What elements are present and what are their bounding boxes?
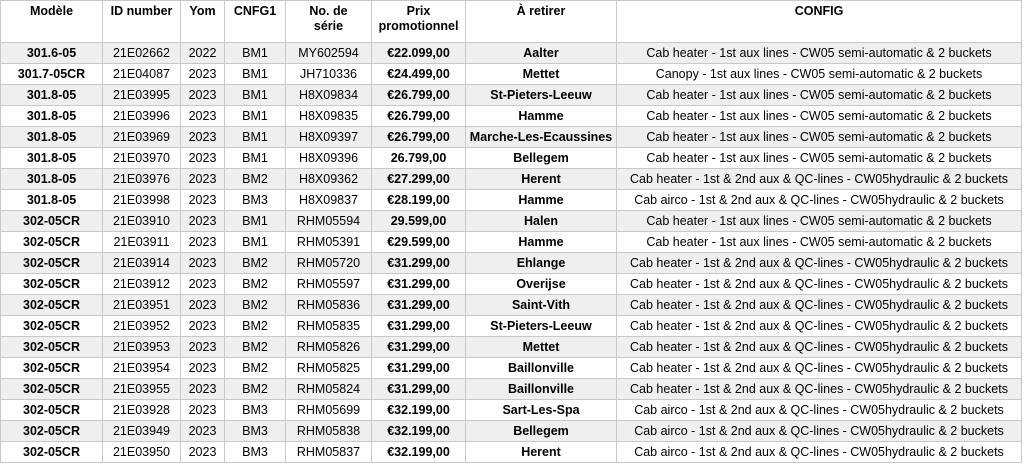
- cell-id-number: 21E02662: [103, 43, 181, 64]
- cell-id-number: 21E03955: [103, 379, 181, 400]
- header-serie: [286, 1, 372, 43]
- cell-modele: 302-05CR: [1, 358, 103, 379]
- cell-retirer: Hamme: [466, 232, 617, 253]
- cell-modele: 301.8-05: [1, 190, 103, 211]
- cell-modele: 302-05CR: [1, 442, 103, 463]
- table-row: [1, 43, 1022, 64]
- cell-prix: €32.199,00: [372, 400, 466, 421]
- table-row: [1, 379, 1022, 400]
- cell-id-number: 21E03912: [103, 274, 181, 295]
- cell-retirer: St-Pieters-Leeuw: [466, 316, 617, 337]
- cell-modele: 301.8-05: [1, 148, 103, 169]
- cell-serie: RHM05826: [286, 337, 372, 358]
- cell-retirer: Overijse: [466, 274, 617, 295]
- cell-cnfg1: BM3: [225, 190, 286, 211]
- cell-prix: €22.099,00: [372, 43, 466, 64]
- cell-id-number: 21E03910: [103, 211, 181, 232]
- cell-retirer: St-Pieters-Leeuw: [466, 85, 617, 106]
- cell-serie: H8X09837: [286, 190, 372, 211]
- cell-serie: RHM05836: [286, 295, 372, 316]
- table-row: [1, 85, 1022, 106]
- cell-yom: 2023: [181, 169, 225, 190]
- cell-config: Cab heater - 1st & 2nd aux & QC-lines - CW05hydraulic & 2 buckets: [617, 295, 1022, 316]
- cell-yom: 2023: [181, 64, 225, 85]
- table-row: [1, 400, 1022, 421]
- cell-config: Cab heater - 1st aux lines - CW05 semi-automatic & 2 buckets: [617, 232, 1022, 253]
- header-yom: Yom: [181, 1, 225, 43]
- cell-config: Cab heater - 1st aux lines - CW05 semi-automatic & 2 buckets: [617, 127, 1022, 148]
- table-row: [1, 295, 1022, 316]
- cell-id-number: 21E03914: [103, 253, 181, 274]
- cell-id-number: 21E03949: [103, 421, 181, 442]
- cell-id-number: 21E03995: [103, 85, 181, 106]
- cell-id-number: 21E04087: [103, 64, 181, 85]
- cell-retirer: Bellegem: [466, 421, 617, 442]
- cell-config: Cab heater - 1st & 2nd aux & QC-lines - CW05hydraulic & 2 buckets: [617, 337, 1022, 358]
- cell-cnfg1: BM2: [225, 274, 286, 295]
- cell-yom: 2023: [181, 85, 225, 106]
- cell-retirer: Baillonville: [466, 379, 617, 400]
- cell-retirer: Sart-Les-Spa: [466, 400, 617, 421]
- table-row: [1, 211, 1022, 232]
- cell-modele: 301.7-05CR: [1, 64, 103, 85]
- cell-yom: 2023: [181, 274, 225, 295]
- table-row: [1, 106, 1022, 127]
- cell-prix: €28.199,00: [372, 190, 466, 211]
- cell-serie: RHM05391: [286, 232, 372, 253]
- header-cnfg1: CNFG1: [225, 1, 286, 43]
- cell-cnfg1: BM1: [225, 43, 286, 64]
- cell-retirer: Baillonville: [466, 358, 617, 379]
- cell-serie: RHM05824: [286, 379, 372, 400]
- cell-id-number: 21E03928: [103, 400, 181, 421]
- table-row: [1, 253, 1022, 274]
- table-row: [1, 274, 1022, 295]
- cell-config: Cab airco - 1st & 2nd aux & QC-lines - CW05hydraulic & 2 buckets: [617, 421, 1022, 442]
- cell-cnfg1: BM2: [225, 169, 286, 190]
- cell-serie: H8X09362: [286, 169, 372, 190]
- cell-prix: €31.299,00: [372, 253, 466, 274]
- cell-prix: €31.299,00: [372, 274, 466, 295]
- cell-retirer: Hamme: [466, 190, 617, 211]
- cell-serie: RHM05720: [286, 253, 372, 274]
- cell-yom: 2023: [181, 253, 225, 274]
- cell-modele: 302-05CR: [1, 379, 103, 400]
- cell-modele: 302-05CR: [1, 337, 103, 358]
- cell-cnfg1: BM1: [225, 106, 286, 127]
- cell-yom: 2023: [181, 421, 225, 442]
- cell-yom: 2023: [181, 295, 225, 316]
- cell-modele: 302-05CR: [1, 316, 103, 337]
- cell-config: Cab heater - 1st aux lines - CW05 semi-automatic & 2 buckets: [617, 43, 1022, 64]
- cell-prix: 26.799,00: [372, 148, 466, 169]
- cell-id-number: 21E03996: [103, 106, 181, 127]
- cell-retirer: Aalter: [466, 43, 617, 64]
- cell-config: Cab heater - 1st aux lines - CW05 semi-automatic & 2 buckets: [617, 85, 1022, 106]
- cell-modele: 301.8-05: [1, 106, 103, 127]
- cell-prix: €26.799,00: [372, 127, 466, 148]
- cell-modele: 302-05CR: [1, 274, 103, 295]
- cell-yom: 2023: [181, 148, 225, 169]
- cell-id-number: 21E03950: [103, 442, 181, 463]
- table-row: [1, 358, 1022, 379]
- cell-yom: 2023: [181, 106, 225, 127]
- cell-prix: €31.299,00: [372, 295, 466, 316]
- cell-modele: 302-05CR: [1, 400, 103, 421]
- cell-config: Cab heater - 1st & 2nd aux & QC-lines - CW05hydraulic & 2 buckets: [617, 253, 1022, 274]
- header-serie-line1: No. de: [309, 4, 348, 18]
- cell-prix: €32.199,00: [372, 421, 466, 442]
- cell-config: Cab heater - 1st & 2nd aux & QC-lines - CW05hydraulic & 2 buckets: [617, 316, 1022, 337]
- cell-modele: 302-05CR: [1, 295, 103, 316]
- cell-retirer: Herent: [466, 169, 617, 190]
- cell-serie: MY602594: [286, 43, 372, 64]
- cell-cnfg1: BM2: [225, 337, 286, 358]
- cell-yom: 2022: [181, 43, 225, 64]
- cell-retirer: Bellegem: [466, 148, 617, 169]
- cell-serie: RHM05837: [286, 442, 372, 463]
- header-modele: Modèle: [1, 1, 103, 43]
- cell-modele: 301.8-05: [1, 85, 103, 106]
- cell-config: Cab heater - 1st aux lines - CW05 semi-automatic & 2 buckets: [617, 148, 1022, 169]
- cell-yom: 2023: [181, 337, 225, 358]
- table-row: [1, 127, 1022, 148]
- cell-config: Canopy - 1st aux lines - CW05 semi-automatic & 2 buckets: [617, 64, 1022, 85]
- cell-id-number: 21E03969: [103, 127, 181, 148]
- cell-retirer: Herent: [466, 442, 617, 463]
- cell-serie: RHM05594: [286, 211, 372, 232]
- cell-config: Cab heater - 1st aux lines - CW05 semi-automatic & 2 buckets: [617, 106, 1022, 127]
- cell-config: Cab heater - 1st & 2nd aux & QC-lines - CW05hydraulic & 2 buckets: [617, 379, 1022, 400]
- cell-cnfg1: BM1: [225, 211, 286, 232]
- header-retirer: À retirer: [466, 1, 617, 43]
- table-row: [1, 232, 1022, 253]
- header-config: CONFIG: [617, 1, 1022, 43]
- cell-modele: 301.6-05: [1, 43, 103, 64]
- cell-prix: €31.299,00: [372, 337, 466, 358]
- cell-cnfg1: BM2: [225, 253, 286, 274]
- cell-yom: 2023: [181, 400, 225, 421]
- cell-prix: €29.599,00: [372, 232, 466, 253]
- header-id-number: ID number: [103, 1, 181, 43]
- cell-prix: €26.799,00: [372, 85, 466, 106]
- cell-serie: RHM05838: [286, 421, 372, 442]
- cell-cnfg1: BM1: [225, 127, 286, 148]
- cell-prix: €24.499,00: [372, 64, 466, 85]
- cell-id-number: 21E03970: [103, 148, 181, 169]
- cell-serie: RHM05825: [286, 358, 372, 379]
- cell-cnfg1: BM2: [225, 295, 286, 316]
- cell-cnfg1: BM2: [225, 379, 286, 400]
- cell-config: Cab heater - 1st & 2nd aux & QC-lines - CW05hydraulic & 2 buckets: [617, 358, 1022, 379]
- cell-yom: 2023: [181, 211, 225, 232]
- table-row: [1, 148, 1022, 169]
- cell-serie: H8X09396: [286, 148, 372, 169]
- cell-prix: €32.199,00: [372, 442, 466, 463]
- cell-cnfg1: BM2: [225, 316, 286, 337]
- cell-id-number: 21E03911: [103, 232, 181, 253]
- cell-config: Cab airco - 1st & 2nd aux & QC-lines - CW05hydraulic & 2 buckets: [617, 442, 1022, 463]
- table-row: [1, 64, 1022, 85]
- cell-cnfg1: BM1: [225, 64, 286, 85]
- cell-serie: H8X09834: [286, 85, 372, 106]
- cell-prix: 29.599,00: [372, 211, 466, 232]
- cell-retirer: Hamme: [466, 106, 617, 127]
- table-row: [1, 421, 1022, 442]
- cell-modele: 302-05CR: [1, 253, 103, 274]
- cell-yom: 2023: [181, 379, 225, 400]
- cell-id-number: 21E03998: [103, 190, 181, 211]
- cell-serie: RHM05699: [286, 400, 372, 421]
- cell-id-number: 21E03954: [103, 358, 181, 379]
- cell-yom: 2023: [181, 190, 225, 211]
- header-prix: [372, 1, 466, 43]
- cell-cnfg1: BM3: [225, 400, 286, 421]
- cell-modele: 302-05CR: [1, 421, 103, 442]
- cell-serie: H8X09397: [286, 127, 372, 148]
- cell-id-number: 21E03951: [103, 295, 181, 316]
- cell-config: Cab heater - 1st aux lines - CW05 semi-automatic & 2 buckets: [617, 211, 1022, 232]
- cell-prix: €27.299,00: [372, 169, 466, 190]
- cell-cnfg1: BM3: [225, 442, 286, 463]
- cell-cnfg1: BM1: [225, 232, 286, 253]
- cell-cnfg1: BM1: [225, 85, 286, 106]
- header-prix-line1: Prix: [406, 4, 431, 18]
- table-body: [1, 43, 1022, 463]
- cell-yom: 2023: [181, 232, 225, 253]
- cell-prix: €31.299,00: [372, 379, 466, 400]
- cell-id-number: 21E03952: [103, 316, 181, 337]
- cell-config: Cab heater - 1st & 2nd aux & QC-lines - CW05hydraulic & 2 buckets: [617, 274, 1022, 295]
- cell-modele: 301.8-05: [1, 127, 103, 148]
- cell-yom: 2023: [181, 442, 225, 463]
- cell-yom: 2023: [181, 358, 225, 379]
- cell-prix: €31.299,00: [372, 358, 466, 379]
- cell-cnfg1: BM3: [225, 421, 286, 442]
- cell-prix: €26.799,00: [372, 106, 466, 127]
- cell-config: Cab heater - 1st & 2nd aux & QC-lines - CW05hydraulic & 2 buckets: [617, 169, 1022, 190]
- header-prix-line2: promotionnel: [378, 19, 459, 33]
- cell-retirer: Ehlange: [466, 253, 617, 274]
- cell-retirer: Mettet: [466, 64, 617, 85]
- table-row: [1, 190, 1022, 211]
- cell-config: Cab airco - 1st & 2nd aux & QC-lines - CW05hydraulic & 2 buckets: [617, 400, 1022, 421]
- cell-retirer: Saint-Vith: [466, 295, 617, 316]
- table-row: [1, 442, 1022, 463]
- cell-prix: €31.299,00: [372, 316, 466, 337]
- cell-serie: H8X09835: [286, 106, 372, 127]
- cell-modele: 301.8-05: [1, 169, 103, 190]
- header-row: [1, 1, 1022, 43]
- cell-yom: 2023: [181, 127, 225, 148]
- cell-serie: RHM05597: [286, 274, 372, 295]
- cell-config: Cab airco - 1st & 2nd aux & QC-lines - CW05hydraulic & 2 buckets: [617, 190, 1022, 211]
- cell-modele: 302-05CR: [1, 232, 103, 253]
- table-row: [1, 337, 1022, 358]
- cell-modele: 302-05CR: [1, 211, 103, 232]
- cell-id-number: 21E03976: [103, 169, 181, 190]
- cell-retirer: Marche-Les-Ecaussines: [466, 127, 617, 148]
- cell-serie: RHM05835: [286, 316, 372, 337]
- header-serie-line2: série: [313, 19, 344, 33]
- cell-cnfg1: BM1: [225, 148, 286, 169]
- cell-cnfg1: BM2: [225, 358, 286, 379]
- cell-id-number: 21E03953: [103, 337, 181, 358]
- cell-serie: JH710336: [286, 64, 372, 85]
- cell-yom: 2023: [181, 316, 225, 337]
- cell-retirer: Mettet: [466, 337, 617, 358]
- table-row: [1, 169, 1022, 190]
- cell-retirer: Halen: [466, 211, 617, 232]
- table-row: [1, 316, 1022, 337]
